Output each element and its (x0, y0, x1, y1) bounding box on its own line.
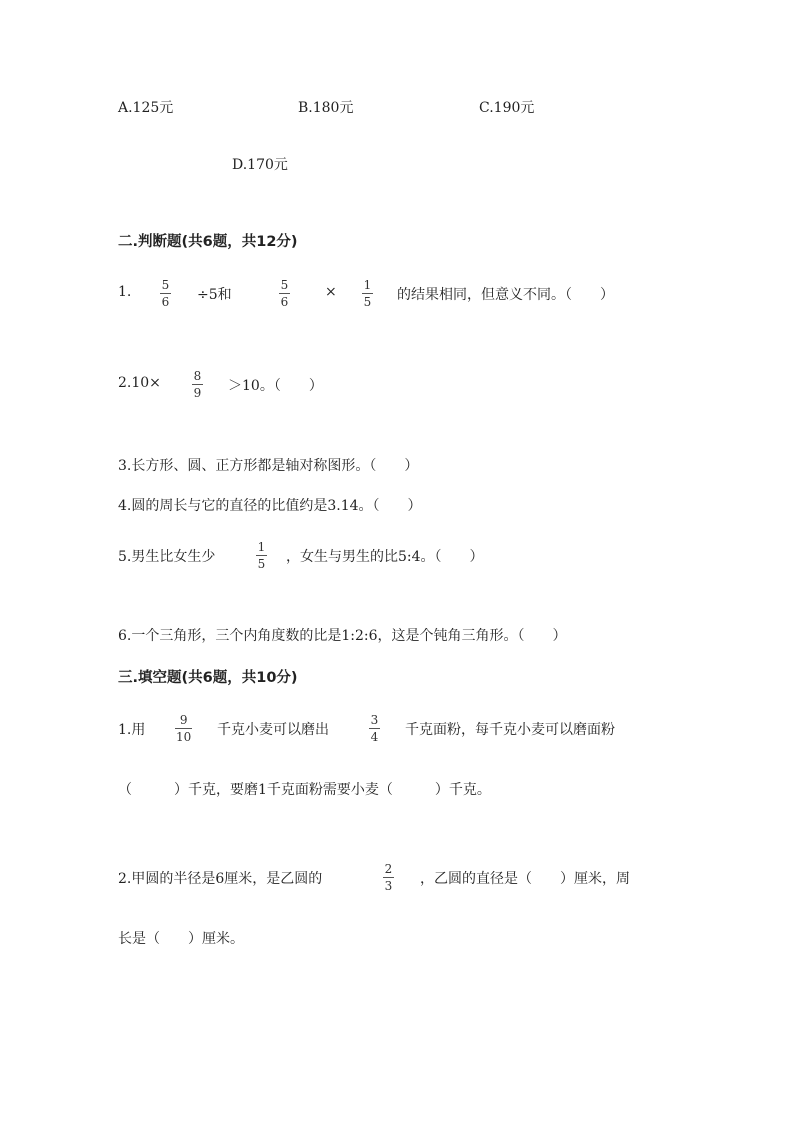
question-text: 长是（ ）厘米。 (118, 931, 244, 947)
fraction (369, 713, 380, 744)
fraction-numerator: 2 (384, 862, 393, 876)
section-title-fill-in: 三.填空题(共6题，共10分) (118, 670, 298, 686)
fraction-denominator: 10 (176, 730, 192, 744)
question-text: （ ）千克，要磨1千克面粉需要小麦（ ）千克。 (118, 782, 491, 798)
fraction-numerator: 1 (257, 540, 266, 554)
question-text: 2.甲圆的半径是6厘米，是乙圆的 (118, 871, 323, 887)
option-b: B.180元 (298, 100, 354, 116)
question-text: ，乙圆的直径是（ ）厘米，周 (420, 871, 630, 887)
fraction-bar (279, 293, 290, 294)
question-text: 1.用 (118, 722, 146, 738)
fraction (279, 278, 290, 309)
question-text: ＞10。（ ） (228, 378, 323, 394)
fraction (160, 278, 171, 309)
fraction-denominator: 5 (363, 295, 372, 309)
fraction-denominator: 6 (161, 295, 170, 309)
fraction-bar (383, 877, 394, 878)
fraction (256, 540, 267, 571)
question-text: 6.一个三角形，三个内角度数的比是1:2:6，这是个钝角三角形。（ ） (118, 628, 567, 644)
option-d: D.170元 (232, 157, 288, 173)
option-a: A.125元 (118, 100, 174, 116)
multiply-sign: × (325, 284, 337, 300)
fraction-bar (175, 728, 192, 729)
fraction-bar (369, 728, 380, 729)
question-text: 4.圆的周长与它的直径的比值约是3.14。（ ） (118, 498, 422, 514)
fraction-numerator: 5 (280, 278, 289, 292)
question-text: ÷5和 (197, 287, 232, 303)
fraction (362, 278, 373, 309)
question-text: 的结果相同，但意义不同。（ ） (397, 287, 614, 303)
fraction-denominator: 9 (193, 386, 202, 400)
option-c: C.190元 (479, 100, 535, 116)
question-text: ，女生与男生的比5:4。（ ） (286, 549, 484, 565)
fraction-numerator: 1 (363, 278, 372, 292)
fraction-numerator: 9 (179, 713, 188, 727)
question-text: 3.长方形、圆、正方形都是轴对称图形。（ ） (118, 458, 419, 474)
question-text: 2.10× (118, 375, 161, 391)
question-text: 千克面粉，每千克小麦可以磨面粉 (405, 722, 615, 738)
question-text: 5.男生比女生少 (118, 549, 216, 565)
fraction-bar (256, 555, 267, 556)
fraction-numerator: 5 (161, 278, 170, 292)
fraction-denominator: 3 (384, 879, 393, 893)
section-title-true-false: 二.判断题(共6题，共12分) (118, 234, 298, 250)
fraction-bar (160, 293, 171, 294)
fraction-denominator: 5 (257, 557, 266, 571)
fraction (175, 713, 192, 744)
question-number: 1. (118, 284, 132, 300)
fraction-numerator: 8 (193, 369, 202, 383)
fraction (383, 862, 394, 893)
fraction-denominator: 6 (280, 295, 289, 309)
question-text: 千克小麦可以磨出 (217, 722, 329, 738)
fraction-numerator: 3 (370, 713, 379, 727)
fraction-denominator: 4 (370, 730, 379, 744)
fraction-bar (362, 293, 373, 294)
fraction-bar (192, 384, 203, 385)
fraction (192, 369, 203, 400)
